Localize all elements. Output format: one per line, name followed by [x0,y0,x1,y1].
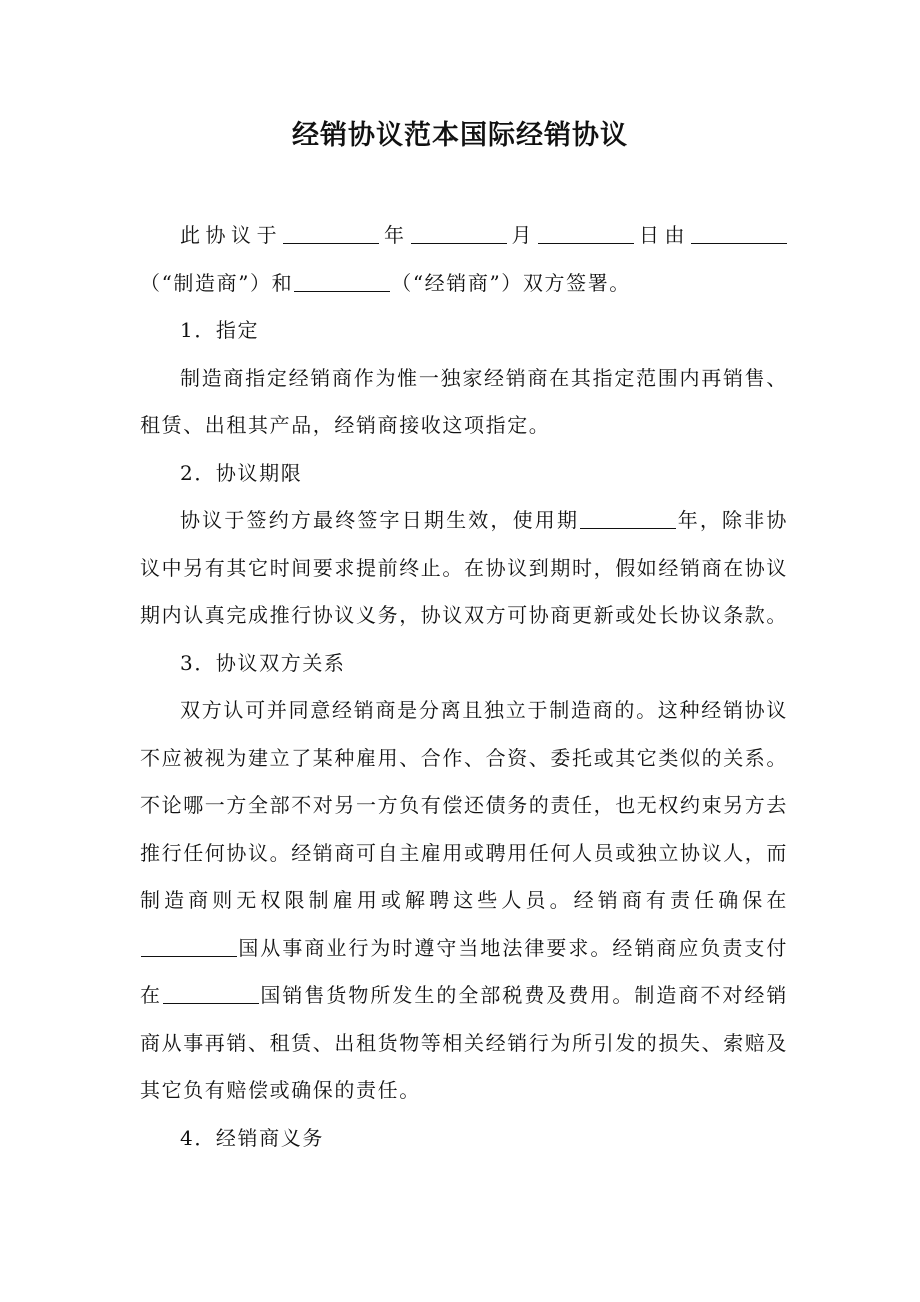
day-blank [538,222,634,244]
section-1-heading: 1．指定 [180,318,260,342]
term-years-blank [580,507,676,529]
document-title: 经销协议范本国际经销协议 [292,120,628,151]
intro-text-5: （“制造商”）和 [140,270,294,295]
manufacturer-blank [691,222,787,244]
intro-text-1: 此协议于 [180,223,283,247]
distributor-blank [294,270,390,292]
section-3-text-a: 双方认可并同意经销商是分离且独立于制造商的。这种经销协议不应被视为建立了某种雇用、合作、合资、委托或其它类似的关系。不论哪一方全部不对另一方负有偿还债务的责任，也无权约束另方去推行任何协议。经销商可自主雇用或聘用任何人员或独立协议人，而制造商则无权限制雇用或解聘这些人员。经销商有责任确保在 [140,698,788,912]
section-1-paragraph: 制造商指定经销商作为惟一独家经销商在其指定范围内再销售、租赁、出租其产品，经销商接收这项指定。 [140,365,788,437]
country-blank-2 [163,982,259,1004]
section-3-text-b: 国从事商业行为时遵守当地法律要求。经销商应负责支付在 [140,935,788,1007]
month-blank [411,222,507,244]
intro-text-4: 日由 [635,223,690,247]
section-3-paragraph [140,687,788,1115]
intro-text-2: 年 [380,223,410,247]
document-body [140,212,788,1162]
section-2-paragraph [140,497,788,640]
section-2-text-a: 协议于签约方最终签字日期生效，使用期 [180,508,580,532]
intro-paragraph [140,212,788,307]
year-blank [283,222,379,244]
section-2-heading: 2．协议期限 [180,460,303,485]
intro-text-6: （“经销商”）双方签署。 [391,270,631,295]
section-3-text-c: 国销售货物所发生的全部税费及费用。制造商不对经销商从事再销、租赁、出租货物等相关经销行为所引发的损失、索赔及其它负有赔偿或确保的责任。 [140,983,788,1102]
section-4-heading: 4．经销商义务 [180,1125,324,1150]
intro-text-3: 月 [507,223,538,247]
country-blank-1 [141,935,237,957]
section-3-heading: 3．协议双方关系 [180,650,346,675]
section-2-text-b: 年，除非协议中另有其它时间要求提前终止。在协议到期时，假如经销商在协议期内认真完成推行协议义务，协议双方可协商更新或处长协议条款。 [140,508,788,627]
